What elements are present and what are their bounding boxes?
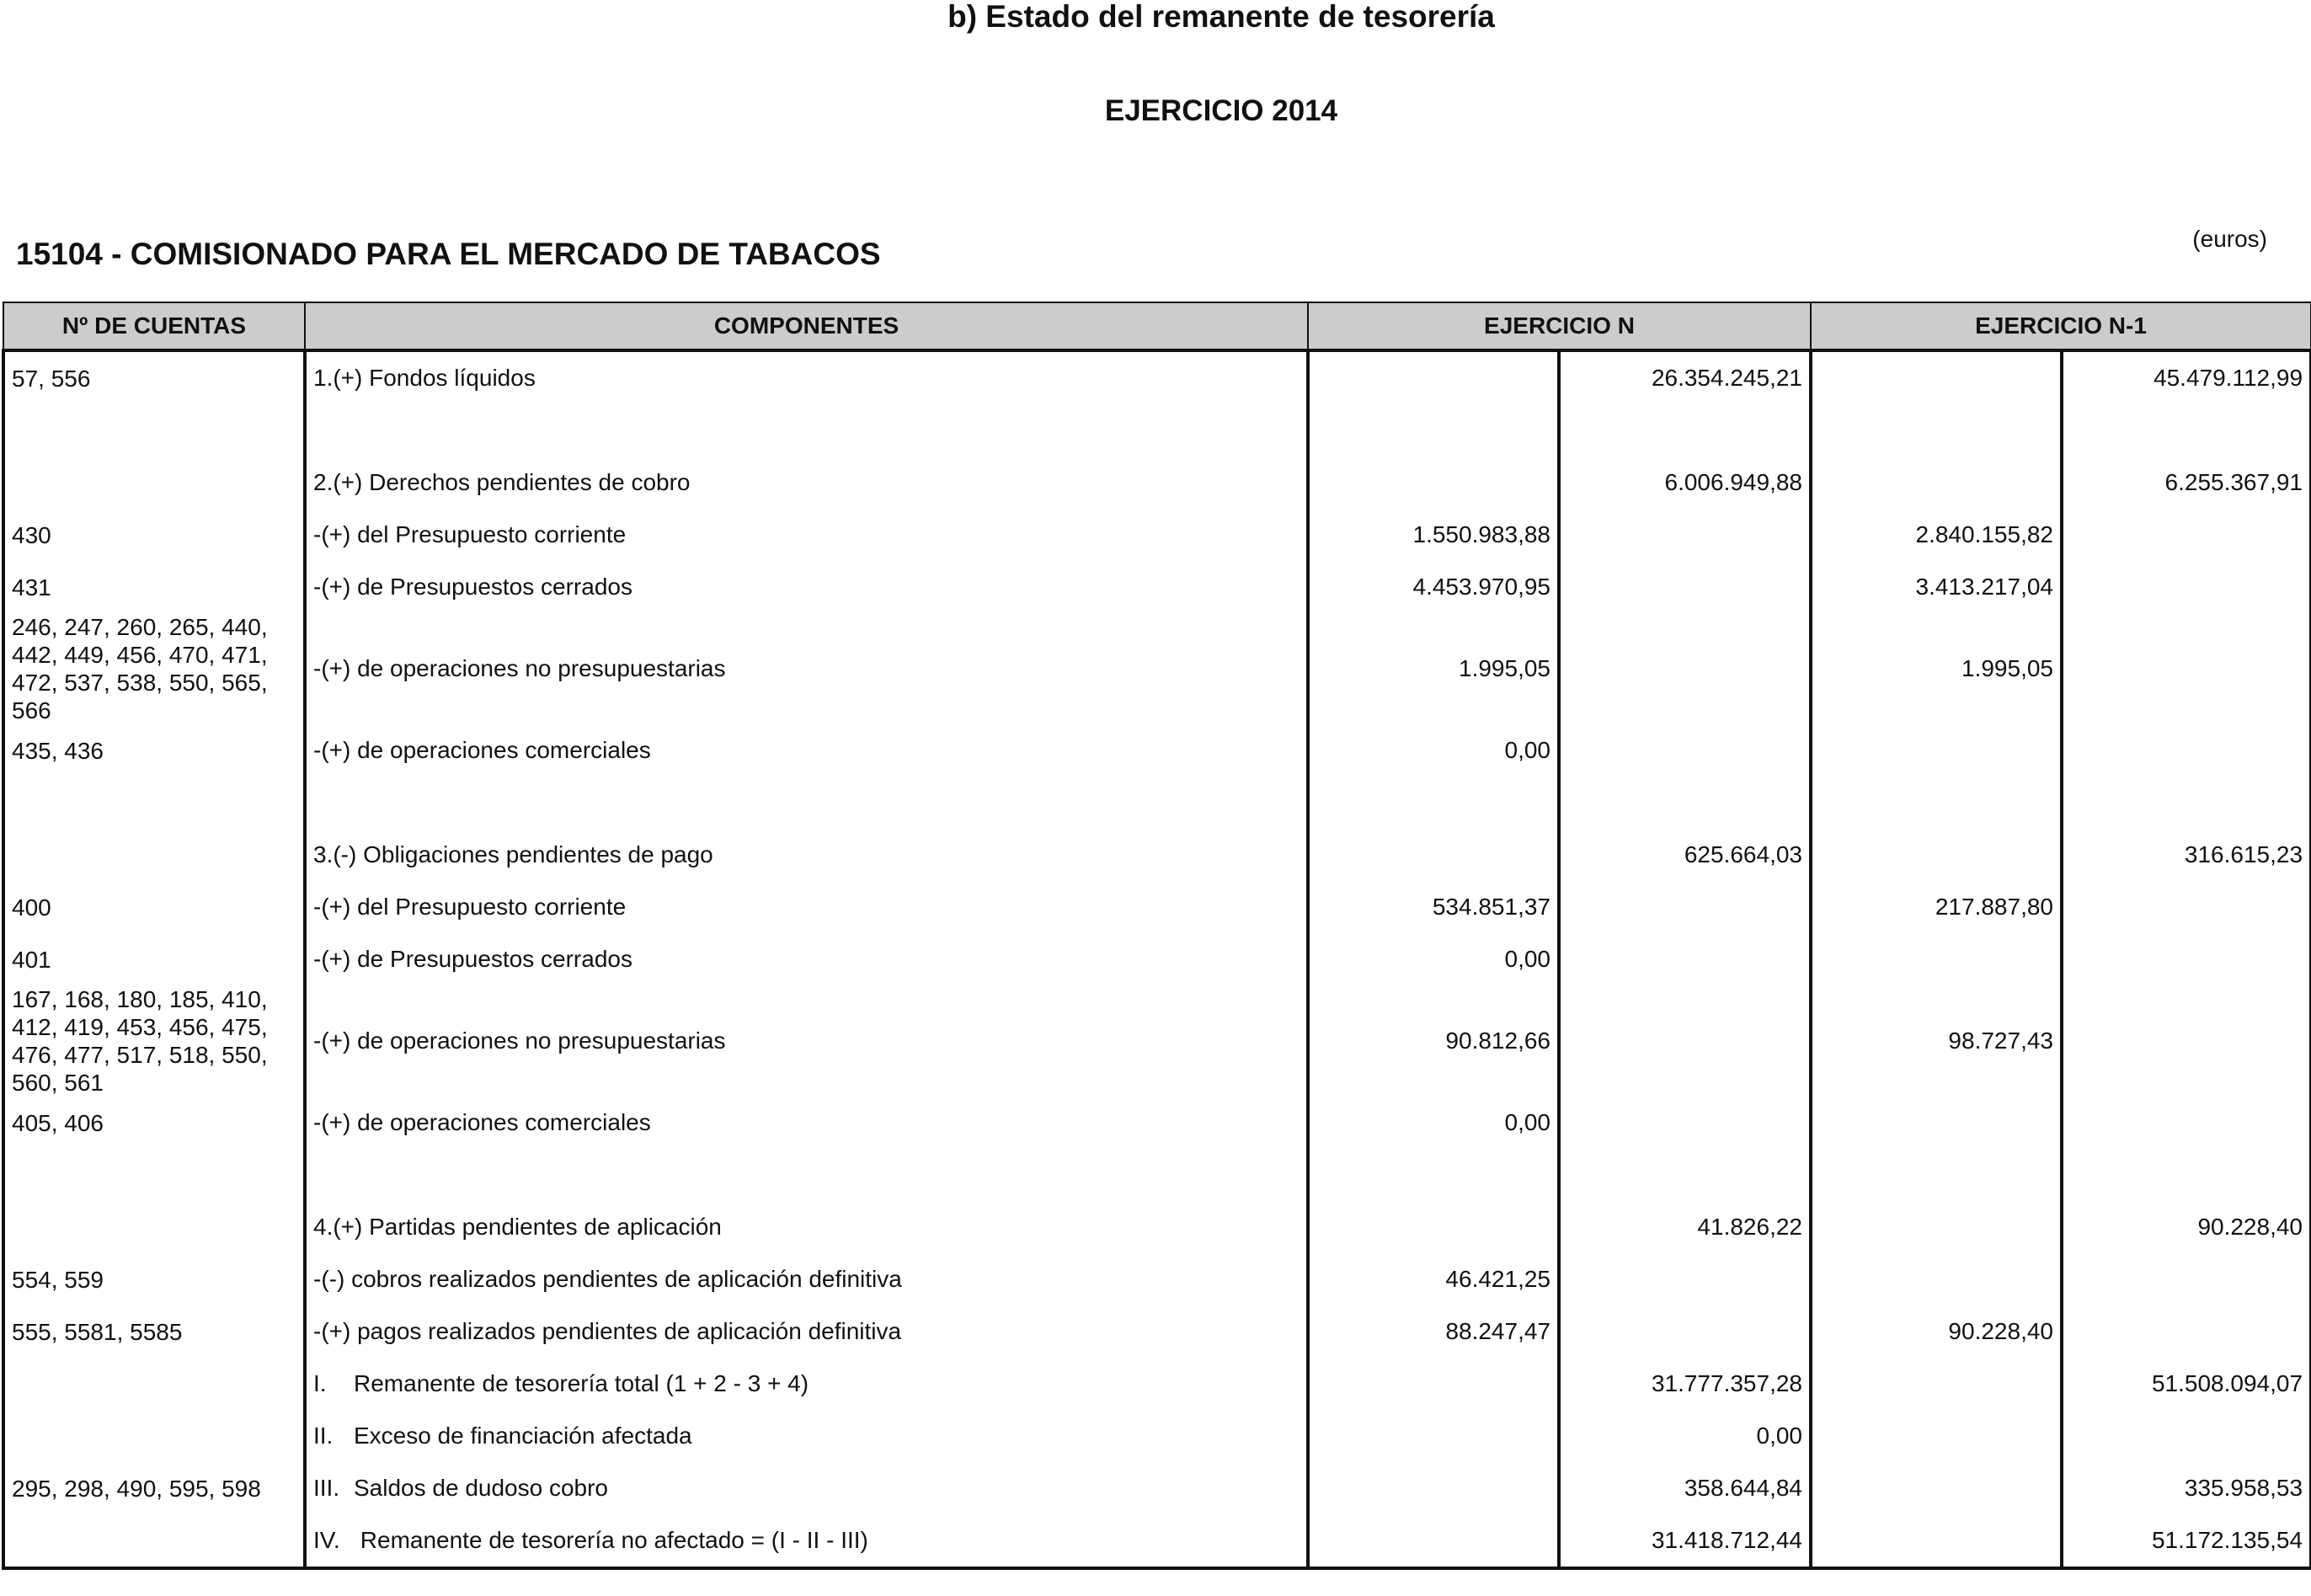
- header-ejercicio-n: EJERCICIO N: [1308, 302, 1811, 350]
- fiscal-year-title: EJERCICIO 2014: [1104, 94, 1338, 127]
- ejercicio-n1-detail-cell: [1811, 1462, 2062, 1514]
- header-ejercicio-n1: EJERCICIO N-1: [1811, 302, 2311, 350]
- table-row: [3, 777, 2311, 829]
- ejercicio-n1-detail-cell: [1811, 724, 2062, 777]
- ejercicio-n-detail-cell: [1308, 1201, 1559, 1253]
- ejercicio-n-detail-cell: 46.421,25: [1308, 1253, 1559, 1305]
- component-label: Remanente de tesorería no afectado = (I - II - III): [354, 1527, 868, 1553]
- ejercicio-n1-total-cell: 51.172.135,54: [2062, 1514, 2311, 1568]
- table-row: [3, 1253, 2311, 1305]
- table-body: [3, 350, 2311, 1568]
- roman-numeral: II.: [313, 1423, 334, 1449]
- ejercicio-n1-detail-cell: [1811, 933, 2062, 985]
- account-cell: 167, 168, 180, 185, 410, 412, 419, 453, 456, 475, 476, 477, 517, 518, 550, 560, 561: [3, 985, 305, 1097]
- ejercicio-n1-total-cell: [2062, 509, 2311, 561]
- ejercicio-n-detail-cell: [1308, 829, 1559, 881]
- ejercicio-n-total-cell: [1559, 933, 1811, 985]
- ejercicio-n-total-cell: [1559, 724, 1811, 777]
- table-row: [3, 1305, 2311, 1358]
- account-cell: [3, 1514, 305, 1568]
- component-cell: [305, 1410, 1308, 1462]
- ejercicio-n-detail-cell: [1308, 1410, 1559, 1462]
- table-row: [3, 1514, 2311, 1568]
- ejercicio-n1-total-cell: 45.479.112,99: [2062, 350, 2311, 404]
- header-components: COMPONENTES: [305, 302, 1308, 350]
- ejercicio-n-detail-cell: 90.812,66: [1308, 985, 1559, 1097]
- ejercicio-n-detail-cell: 88.247,47: [1308, 1305, 1559, 1358]
- ejercicio-n1-detail-cell: 98.727,43: [1811, 985, 2062, 1097]
- account-cell: [3, 456, 305, 509]
- ejercicio-n-detail-cell: 1.995,05: [1308, 613, 1559, 724]
- ejercicio-n-detail-cell: [1308, 1149, 1559, 1201]
- component-cell: [305, 1462, 1308, 1514]
- ejercicio-n-detail-cell: 0,00: [1308, 933, 1559, 985]
- ejercicio-n-detail-cell: 1.550.983,88: [1308, 509, 1559, 561]
- account-cell: [3, 1358, 305, 1410]
- table-row: [3, 724, 2311, 777]
- ejercicio-n1-total-cell: 335.958,53: [2062, 1462, 2311, 1514]
- ejercicio-n-total-cell: 358.644,84: [1559, 1462, 1811, 1514]
- account-cell: 435, 436: [3, 724, 305, 777]
- ejercicio-n1-total-cell: [2062, 777, 2311, 829]
- ejercicio-n1-total-cell: [2062, 724, 2311, 777]
- ejercicio-n-detail-cell: [1308, 350, 1559, 404]
- ejercicio-n-total-cell: [1559, 1149, 1811, 1201]
- ejercicio-n-total-cell: [1559, 777, 1811, 829]
- account-cell: 57, 556: [3, 350, 305, 404]
- table-row: [3, 561, 2311, 613]
- ejercicio-n1-detail-cell: [1811, 1201, 2062, 1253]
- component-cell: -(+) de operaciones comerciales: [305, 724, 1308, 777]
- component-cell: 4.(+) Partidas pendientes de aplicación: [305, 1201, 1308, 1253]
- ejercicio-n-detail-cell: [1308, 777, 1559, 829]
- ejercicio-n1-total-cell: 51.508.094,07: [2062, 1358, 2311, 1410]
- ejercicio-n1-detail-cell: [1811, 1253, 2062, 1305]
- component-cell: -(+) del Presupuesto corriente: [305, 509, 1308, 561]
- ejercicio-n-total-cell: [1559, 1097, 1811, 1149]
- ejercicio-n-total-cell: [1559, 985, 1811, 1097]
- document-title: b) Estado del remanente de tesorería: [947, 0, 1495, 34]
- ejercicio-n-detail-cell: 0,00: [1308, 724, 1559, 777]
- ejercicio-n-detail-cell: [1308, 1462, 1559, 1514]
- ejercicio-n-total-cell: [1559, 561, 1811, 613]
- account-cell: 295, 298, 490, 595, 598: [3, 1462, 305, 1514]
- roman-numeral: I.: [313, 1370, 327, 1396]
- ejercicio-n1-total-cell: [2062, 985, 2311, 1097]
- component-label: Saldos de dudoso cobro: [354, 1475, 608, 1501]
- ejercicio-n-total-cell: [1559, 1253, 1811, 1305]
- table-row: [3, 933, 2311, 985]
- account-cell: [3, 1201, 305, 1253]
- ejercicio-n1-total-cell: 316.615,23: [2062, 829, 2311, 881]
- component-cell: -(+) de operaciones no presupuestarias: [305, 613, 1308, 724]
- ejercicio-n1-total-cell: [2062, 1253, 2311, 1305]
- table-row: [3, 829, 2311, 881]
- table-row: [3, 456, 2311, 509]
- table-row: [3, 509, 2311, 561]
- header-accounts: Nº DE CUENTAS: [3, 302, 305, 350]
- ejercicio-n1-detail-cell: 90.228,40: [1811, 1305, 2062, 1358]
- ejercicio-n1-detail-cell: [1811, 1149, 2062, 1201]
- ejercicio-n-total-cell: 31.418.712,44: [1559, 1514, 1811, 1568]
- table-row: [3, 1097, 2311, 1149]
- currency-unit: (euros): [2192, 226, 2267, 252]
- account-cell: 430: [3, 509, 305, 561]
- ejercicio-n1-total-cell: [2062, 404, 2311, 456]
- ejercicio-n1-detail-cell: [1811, 1410, 2062, 1462]
- component-label: Remanente de tesorería total (1 + 2 - 3 + 4): [354, 1370, 809, 1396]
- ejercicio-n-total-cell: 625.664,03: [1559, 829, 1811, 881]
- ejercicio-n-detail-cell: 534.851,37: [1308, 881, 1559, 933]
- component-cell: [305, 1358, 1308, 1410]
- component-cell: -(+) pagos realizados pendientes de aplicación definitiva: [305, 1305, 1308, 1358]
- component-cell: -(+) de Presupuestos cerrados: [305, 933, 1308, 985]
- table-header-row: [3, 302, 2311, 350]
- ejercicio-n1-detail-cell: [1811, 350, 2062, 404]
- ejercicio-n1-detail-cell: [1811, 1358, 2062, 1410]
- component-label: Exceso de financiación afectada: [354, 1423, 692, 1449]
- entity-name: 15104 - COMISIONADO PARA EL MERCADO DE TABACOS: [16, 237, 881, 271]
- table-row: [3, 1201, 2311, 1253]
- ejercicio-n1-total-cell: [2062, 1305, 2311, 1358]
- ejercicio-n1-total-cell: 90.228,40: [2062, 1201, 2311, 1253]
- account-cell: [3, 829, 305, 881]
- ejercicio-n-total-cell: [1559, 613, 1811, 724]
- table-row: [3, 1410, 2311, 1462]
- ejercicio-n1-detail-cell: [1811, 1514, 2062, 1568]
- component-cell: -(-) cobros realizados pendientes de aplicación definitiva: [305, 1253, 1308, 1305]
- account-cell: 401: [3, 933, 305, 985]
- ejercicio-n-total-cell: [1559, 509, 1811, 561]
- account-cell: 431: [3, 561, 305, 613]
- ejercicio-n-total-cell: 6.006.949,88: [1559, 456, 1811, 509]
- ejercicio-n1-total-cell: 6.255.367,91: [2062, 456, 2311, 509]
- ejercicio-n1-total-cell: [2062, 881, 2311, 933]
- ejercicio-n-detail-cell: [1308, 1514, 1559, 1568]
- component-cell: 1.(+) Fondos líquidos: [305, 350, 1308, 404]
- component-cell: [305, 1514, 1308, 1568]
- table-row: [3, 613, 2311, 724]
- ejercicio-n1-total-cell: [2062, 1410, 2311, 1462]
- component-cell: -(+) de operaciones no presupuestarias: [305, 985, 1308, 1097]
- component-cell: -(+) de operaciones comerciales: [305, 1097, 1308, 1149]
- account-cell: 246, 247, 260, 265, 440, 442, 449, 456, 470, 471, 472, 537, 538, 550, 565, 566: [3, 613, 305, 724]
- component-cell: 3.(-) Obligaciones pendientes de pago: [305, 829, 1308, 881]
- ejercicio-n-detail-cell: 4.453.970,95: [1308, 561, 1559, 613]
- ejercicio-n-total-cell: 31.777.357,28: [1559, 1358, 1811, 1410]
- ejercicio-n1-total-cell: [2062, 613, 2311, 724]
- ejercicio-n-total-cell: 26.354.245,21: [1559, 350, 1811, 404]
- ejercicio-n1-total-cell: [2062, 1149, 2311, 1201]
- ejercicio-n1-detail-cell: 1.995,05: [1811, 613, 2062, 724]
- ejercicio-n1-total-cell: [2062, 933, 2311, 985]
- component-cell: 2.(+) Derechos pendientes de cobro: [305, 456, 1308, 509]
- table-row: [3, 1358, 2311, 1410]
- account-cell: [3, 1410, 305, 1462]
- ejercicio-n1-detail-cell: 2.840.155,82: [1811, 509, 2062, 561]
- ejercicio-n1-detail-cell: [1811, 777, 2062, 829]
- ejercicio-n-detail-cell: [1308, 404, 1559, 456]
- account-cell: [3, 404, 305, 456]
- ejercicio-n-detail-cell: [1308, 456, 1559, 509]
- ejercicio-n-total-cell: [1559, 1305, 1811, 1358]
- account-cell: [3, 777, 305, 829]
- account-cell: [3, 1149, 305, 1201]
- ejercicio-n-detail-cell: [1308, 1358, 1559, 1410]
- table-row: [3, 1462, 2311, 1514]
- roman-numeral: III.: [313, 1475, 340, 1501]
- component-cell: [305, 1149, 1308, 1201]
- treasury-remainder-table: [2, 302, 2311, 1570]
- account-cell: 400: [3, 881, 305, 933]
- table-row: [3, 350, 2311, 404]
- account-cell: 554, 559: [3, 1253, 305, 1305]
- component-cell: [305, 404, 1308, 456]
- ejercicio-n1-detail-cell: [1811, 456, 2062, 509]
- account-cell: 405, 406: [3, 1097, 305, 1149]
- ejercicio-n1-detail-cell: [1811, 1097, 2062, 1149]
- component-cell: -(+) del Presupuesto corriente: [305, 881, 1308, 933]
- table-row: [3, 985, 2311, 1097]
- component-cell: -(+) de Presupuestos cerrados: [305, 561, 1308, 613]
- table-row: [3, 881, 2311, 933]
- ejercicio-n-total-cell: [1559, 404, 1811, 456]
- ejercicio-n1-detail-cell: [1811, 404, 2062, 456]
- account-cell: 555, 5581, 5585: [3, 1305, 305, 1358]
- table-row: [3, 404, 2311, 456]
- roman-numeral: IV.: [313, 1527, 340, 1553]
- ejercicio-n1-detail-cell: 217.887,80: [1811, 881, 2062, 933]
- ejercicio-n-total-cell: [1559, 881, 1811, 933]
- ejercicio-n1-total-cell: [2062, 561, 2311, 613]
- ejercicio-n-total-cell: 0,00: [1559, 1410, 1811, 1462]
- ejercicio-n1-detail-cell: [1811, 829, 2062, 881]
- ejercicio-n-detail-cell: 0,00: [1308, 1097, 1559, 1149]
- ejercicio-n1-detail-cell: 3.413.217,04: [1811, 561, 2062, 613]
- table-row: [3, 1149, 2311, 1201]
- ejercicio-n-total-cell: 41.826,22: [1559, 1201, 1811, 1253]
- component-cell: [305, 777, 1308, 829]
- ejercicio-n1-total-cell: [2062, 1097, 2311, 1149]
